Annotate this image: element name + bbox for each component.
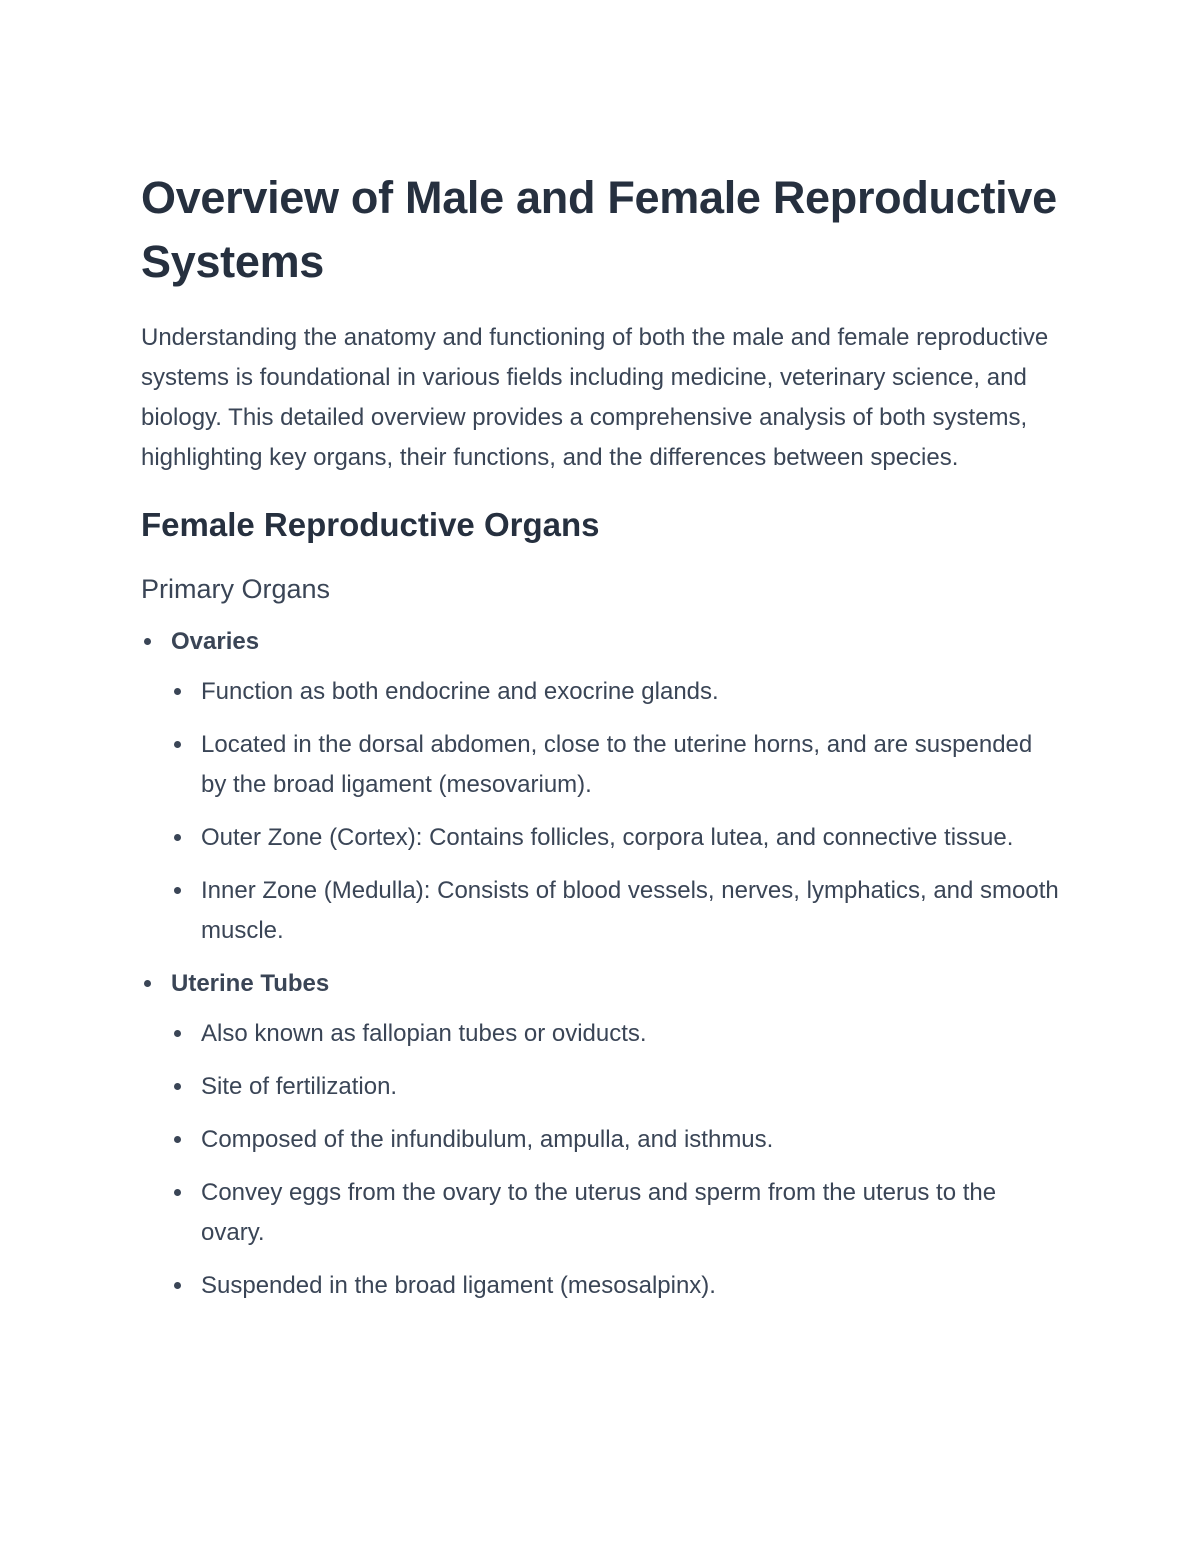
bullet-icon <box>174 741 181 748</box>
list-item-text: Located in the dorsal abdomen, close to the uterine horns, and are suspended by the broad ligament (mesovarium). <box>201 731 1033 798</box>
document-title: Overview of Male and Female Reproductive Systems <box>141 172 1057 287</box>
list-item-ovaries <box>141 622 1061 951</box>
list-item-uterine-tubes <box>141 964 1061 1306</box>
sub-list <box>171 672 1061 951</box>
list-item-text: Also known as fallopian tubes or oviducts. <box>201 1020 647 1047</box>
list-item <box>171 871 1061 951</box>
bullet-icon <box>174 1189 181 1196</box>
list-item-text: Composed of the infundibulum, ampulla, and isthmus. <box>201 1126 774 1153</box>
list-item <box>171 672 1061 712</box>
list-item <box>171 1120 1061 1160</box>
sub-list <box>171 1014 1061 1306</box>
bullet-icon <box>144 980 151 987</box>
list-item <box>171 1014 1061 1054</box>
list-item <box>171 1173 1061 1253</box>
item-title: Uterine Tubes <box>171 970 330 997</box>
bullet-icon <box>174 1136 181 1143</box>
subsection-heading: Primary Organs <box>141 574 331 604</box>
list-item-text: Function as both endocrine and exocrine glands. <box>201 678 719 705</box>
list-item-text: Inner Zone (Medulla): Consists of blood vessels, nerves, lymphatics, and smooth muscle. <box>201 877 1059 944</box>
bullet-icon <box>174 887 181 894</box>
document-page <box>141 166 1061 1319</box>
section-heading: Female Reproductive Organs <box>141 506 600 543</box>
list-item <box>171 818 1061 858</box>
list-item <box>171 1067 1061 1107</box>
bullet-icon <box>144 638 151 645</box>
item-title: Ovaries <box>171 628 260 655</box>
bullet-icon <box>174 688 181 695</box>
list-item-text: Site of fertilization. <box>201 1073 398 1100</box>
list-item-text: Suspended in the broad ligament (mesosalpinx). <box>201 1272 716 1299</box>
bullet-icon <box>174 834 181 841</box>
bullet-icon <box>174 1282 181 1289</box>
list-item <box>171 1266 1061 1306</box>
bullet-icon <box>174 1030 181 1037</box>
intro-paragraph: Understanding the anatomy and functioning of both the male and female reproductive systems is foundational in various fields including medicine, veterinary science, and biology. This detailed overview provides a comprehensive analysis of both systems, highlighting key organs, their functions, and the differences between species. <box>141 324 1049 471</box>
bullet-icon <box>174 1083 181 1090</box>
list-item-text: Outer Zone (Cortex): Contains follicles, corpora lutea, and connective tissue. <box>201 824 1014 851</box>
list-item-text: Convey eggs from the ovary to the uterus and sperm from the uterus to the ovary. <box>201 1179 997 1246</box>
list-item <box>171 725 1061 805</box>
organ-list <box>141 622 1061 1306</box>
